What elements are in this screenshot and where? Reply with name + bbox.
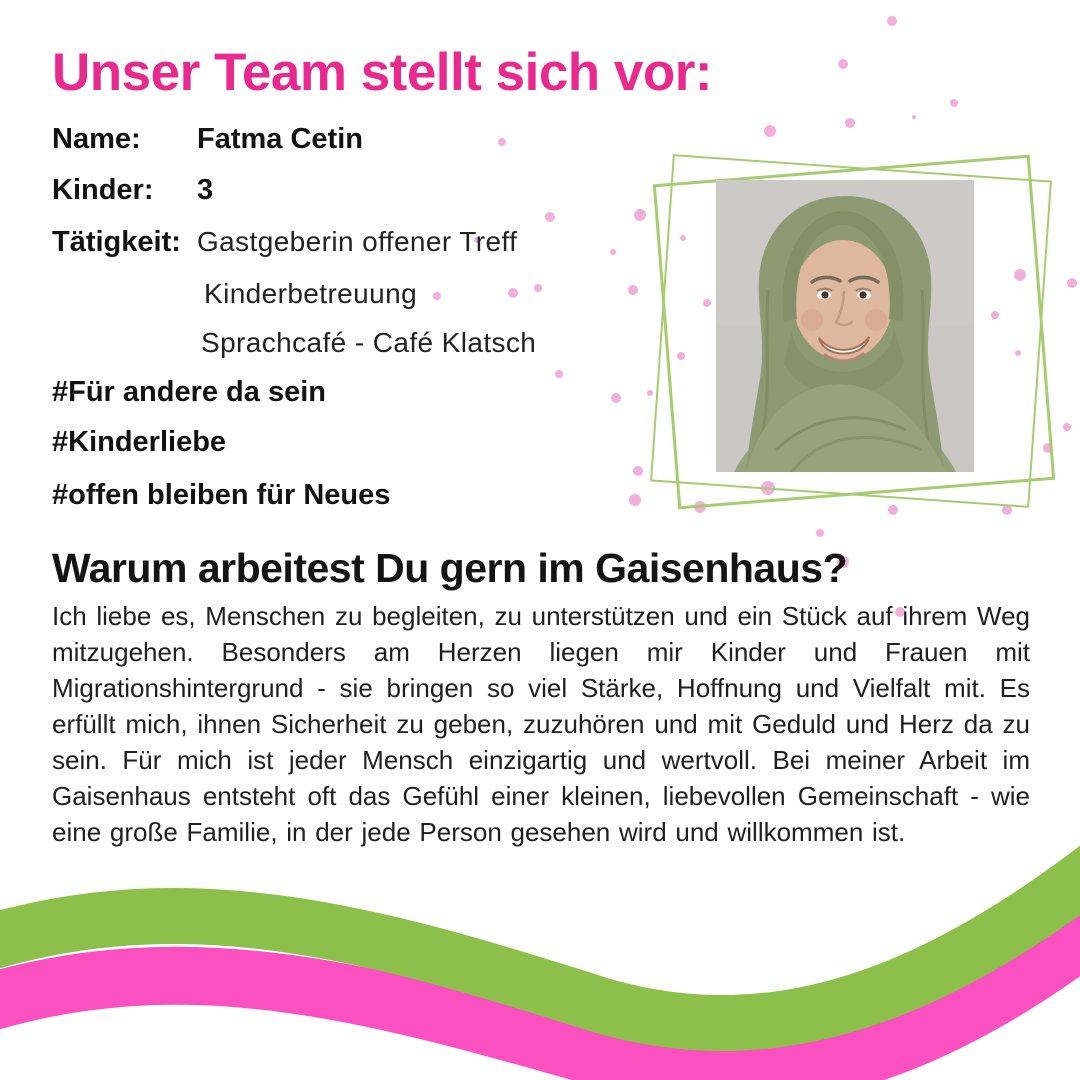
info-row-kinder: [52, 174, 213, 207]
pink-dot: [633, 466, 643, 476]
info-value-name: Fatma Cetin: [197, 123, 363, 155]
info-value-taetigkeit-1: Gastgeberin offener Treff: [197, 226, 518, 257]
pink-dot: [816, 529, 824, 537]
info-row-taetigkeit: [52, 226, 517, 259]
eye-left: [821, 291, 828, 298]
pink-dot: [912, 115, 916, 119]
info-value-taetigkeit-2: Kinderbetreuung: [204, 278, 418, 309]
pink-dot: [433, 292, 441, 300]
pink-dot: [534, 284, 542, 292]
pink-dot: [950, 99, 958, 107]
pink-dot: [498, 138, 506, 146]
bottom-waves: [0, 840, 1080, 1080]
pink-dot: [1063, 423, 1071, 431]
eye-right: [859, 291, 866, 298]
pink-dot: [611, 393, 621, 403]
info-value-kinder: 3: [197, 174, 214, 206]
pink-dot: [845, 118, 855, 128]
info-label-name: Name:: [52, 123, 141, 155]
hashtag-1: #Für andere da sein: [52, 376, 326, 408]
pink-dot: [838, 59, 848, 69]
hashtag-3: #offen bleiben für Neues: [52, 479, 391, 511]
pink-dot: [887, 16, 897, 26]
pink-dot: [545, 212, 555, 222]
pink-dot: [508, 288, 518, 298]
info-row-taetigkeit-2: [52, 278, 417, 310]
pink-dot: [1067, 278, 1077, 288]
hashtag-2: #Kinderliebe: [52, 426, 227, 458]
question-answer: Ich liebe es, Menschen zu begleiten, zu unterstützen und ein Stück auf ihrem Weg mitzugehen. Besonders am Herzen liegen mir Kinder und Frauen mit Migrationshintergrund - sie bringen so viel Stärke, Hoffnung und Vielfalt mit. Es erfüllt mich, ihnen Sicherheit zu geben, zuzuhören und mit Geduld und Herz da zu sein. Für mich ist jeder Mensch einzigartig und wertvoll. Bei meiner Arbeit im Gaisenhaus entsteht oft das Gefühl einer kleinen, liebevollen Gemeinschaft - wie eine große Familie, in der jede Person gesehen wird und willkommen ist.: [52, 601, 1030, 847]
info-value-taetigkeit-3: Sprachcafé - Café Klatsch: [201, 327, 537, 358]
info-label-kinder: Kinder:: [52, 174, 154, 206]
info-label-taetigkeit: Tätigkeit:: [52, 226, 181, 258]
pink-dot: [764, 125, 776, 137]
pink-dot: [610, 249, 616, 255]
info-row-name: [52, 123, 363, 156]
pink-dot: [629, 494, 641, 506]
pink-dot: [628, 285, 638, 295]
pink-dot: [555, 370, 563, 378]
page-title: Unser Team stellt sich vor:: [52, 43, 713, 102]
question-heading: Warum arbeitest Du gern im Gaisenhaus?: [52, 545, 848, 591]
info-row-taetigkeit-3: [52, 327, 536, 359]
portrait-photo: [716, 180, 974, 472]
